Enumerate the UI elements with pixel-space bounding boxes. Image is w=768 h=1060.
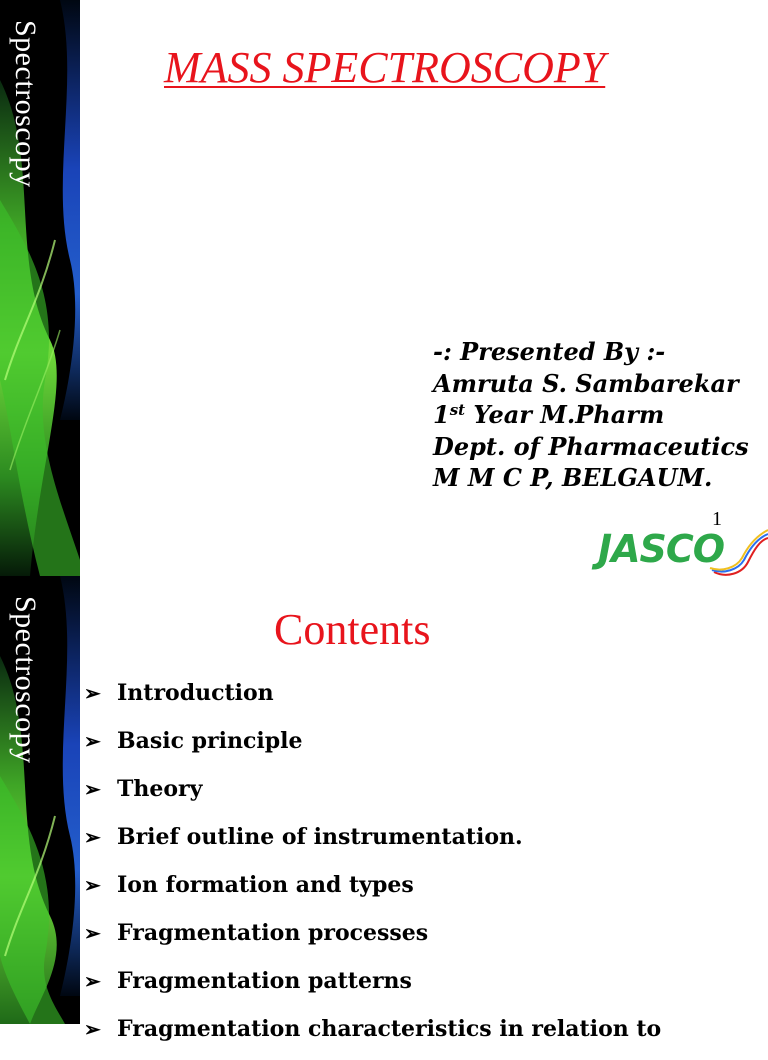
list-item	[84, 772, 661, 820]
arrow-bullet-icon: ➢	[84, 681, 101, 705]
arrow-bullet-icon: ➢	[84, 921, 101, 945]
list-item-text: Brief outline of instrumentation.	[117, 824, 523, 850]
jasco-logo	[596, 522, 768, 576]
slide-title-heading: MASS SPECTROSCOPY	[164, 43, 606, 92]
arrow-bullet-icon: ➢	[84, 777, 101, 801]
list-item-text: Fragmentation patterns	[117, 968, 412, 994]
presenter-year-ordinal: st	[449, 401, 466, 419]
page-number: 1	[712, 508, 722, 530]
sidebar-title: Spectroscopy	[9, 20, 42, 188]
list-item	[84, 964, 661, 1012]
list-item-text: Basic principle	[117, 728, 303, 754]
list-item	[84, 724, 661, 772]
list-item-text: Fragmentation processes	[117, 920, 429, 946]
presenter-year-number: 1	[433, 400, 450, 429]
arrow-bullet-icon: ➢	[84, 969, 101, 993]
arrow-bullet-icon: ➢	[84, 873, 101, 897]
sidebar-band	[0, 0, 80, 576]
arrow-bullet-icon: ➢	[84, 825, 101, 849]
presenter-name: Amruta S. Sambarekar	[433, 368, 739, 398]
presenter-heading: -: Presented By :-	[433, 337, 666, 366]
presenter-dept: Dept. of Pharmaceutics	[433, 431, 749, 461]
svg-text:JASCO: JASCO	[598, 527, 725, 571]
sidebar-band	[0, 576, 80, 1024]
presenter-year-course: Year M.Pharm	[465, 400, 665, 429]
arrow-bullet-icon: ➢	[84, 1017, 101, 1041]
contents-list	[84, 676, 661, 1060]
presenter-block	[433, 336, 749, 494]
list-item	[84, 868, 661, 916]
list-item-text: Fragmentation characteristics in relation to	[117, 1016, 662, 1042]
slide-contents	[0, 576, 768, 1042]
presenter-college: M M C P, BELGAUM.	[433, 463, 713, 492]
list-item	[84, 1012, 661, 1060]
sidebar-title: Spectroscopy	[9, 596, 42, 764]
list-item	[84, 676, 661, 724]
list-item-text: Ion formation and types	[117, 872, 414, 898]
list-item	[84, 916, 661, 964]
arrow-bullet-icon: ➢	[84, 729, 101, 753]
contents-heading: Contents	[274, 605, 431, 654]
presenter-year	[433, 399, 749, 431]
list-item	[84, 820, 661, 868]
list-item-text: Theory	[117, 776, 203, 802]
list-item-text: Introduction	[117, 680, 274, 706]
